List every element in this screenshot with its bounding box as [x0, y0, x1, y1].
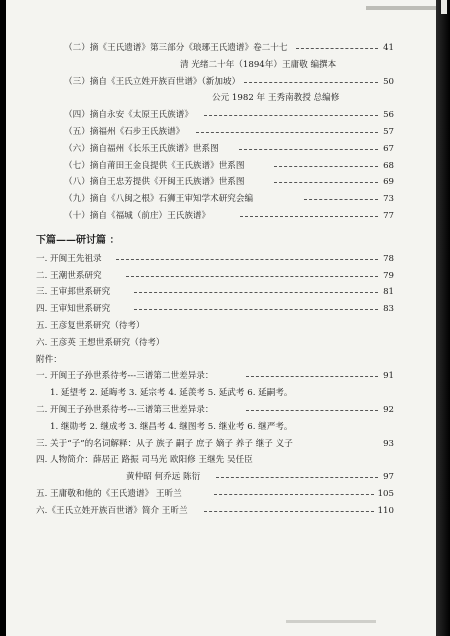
toc-subline: 1. 继勋考 2. 继成考 3. 继昌考 4. 继图考 5. 继业考 6. 继严考。: [50, 421, 293, 432]
toc-entry: 五. 王彦复世系研究（待考）: [36, 320, 145, 331]
toc-entry: 六. 王彦英 王想世系研究（待考）: [36, 337, 165, 348]
toc-subline: 公元 1982 年 王秀南教授 总编修: [212, 93, 340, 104]
toc-entry: （八）摘自王忠芳提供《开闽王氏族谱》世系图 69: [64, 174, 394, 191]
toc-entry: 一. 开闽王子孙世系待考---三谱第二世差异录： 91: [36, 368, 394, 385]
toc-subline: 清 光绪二十年（1894年）王庸敬 编撰本: [180, 59, 337, 70]
toc-entry: 六.《王氏立姓开族百世谱》简介 王昕兰 110: [36, 503, 394, 520]
toc-entry: （九）摘自《八闽之根》石狮王审知学术研究会编 73: [64, 191, 394, 208]
toc-entry: 四. 人物简介：薛居正 路振 司马光 欧阳修 王继先 吴任臣: [36, 455, 253, 466]
table-of-contents: [36, 40, 394, 520]
toc-entry: （六）摘自福州《长乐王氏族谱》世系图 67: [64, 141, 394, 158]
toc-entry: （七）摘自莆田王金良提供《王氏族谱》世系图 68: [64, 158, 394, 175]
appendix-label: 附件：: [36, 354, 62, 365]
document-page: [6, 0, 440, 636]
toc-entry: 五. 王庸敬和他的《王氏遗谱》 王昕兰 105: [36, 486, 394, 503]
toc-entry: 四. 王审知世系研究 83: [36, 301, 394, 318]
toc-entry: 一. 开闽王先祖录 78: [36, 251, 394, 268]
toc-subline: 1. 延望考 2. 延晦考 3. 延宗考 4. 延羡考 5. 延武考 6. 延嗣考。: [50, 388, 293, 399]
toc-entry: （三）摘自《王氏立姓开族百世谱》（新加坡） 50: [64, 74, 394, 91]
toc-entry: （十）摘自《福城（前庄）王氏族谱》 77: [64, 208, 394, 225]
toc-entry: 三. 关于“子”的名词解释：从子 族子 嗣子 庶子 嫡子 养子 继子 义子 93: [36, 436, 394, 453]
toc-entry: （二）摘《王氏遗谱》第三部分《琅琊王氏遗谱》卷二十七 41: [64, 40, 394, 57]
toc-entry: 二. 开闽王子孙世系待考---三谱第三世差异录： 92: [36, 402, 394, 419]
edge-mark: [441, 0, 447, 14]
toc-entry: （四）摘自永安《太原王氏族谱》 56: [64, 107, 394, 124]
toc-entry: （五）摘福州《石步王氏族谱》 57: [64, 124, 394, 141]
scan-artifact: [286, 620, 376, 623]
scan-artifact: [366, 6, 436, 10]
toc-entry: 黄仲昭 何乔远 陈衍 97: [36, 469, 394, 486]
section-title: 下篇——研讨篇 ：: [36, 234, 120, 246]
toc-entry: 二. 王潮世系研究 79: [36, 268, 394, 285]
book-spine-edge: [436, 0, 450, 636]
toc-entry: 三. 王审邽世系研究 81: [36, 284, 394, 301]
